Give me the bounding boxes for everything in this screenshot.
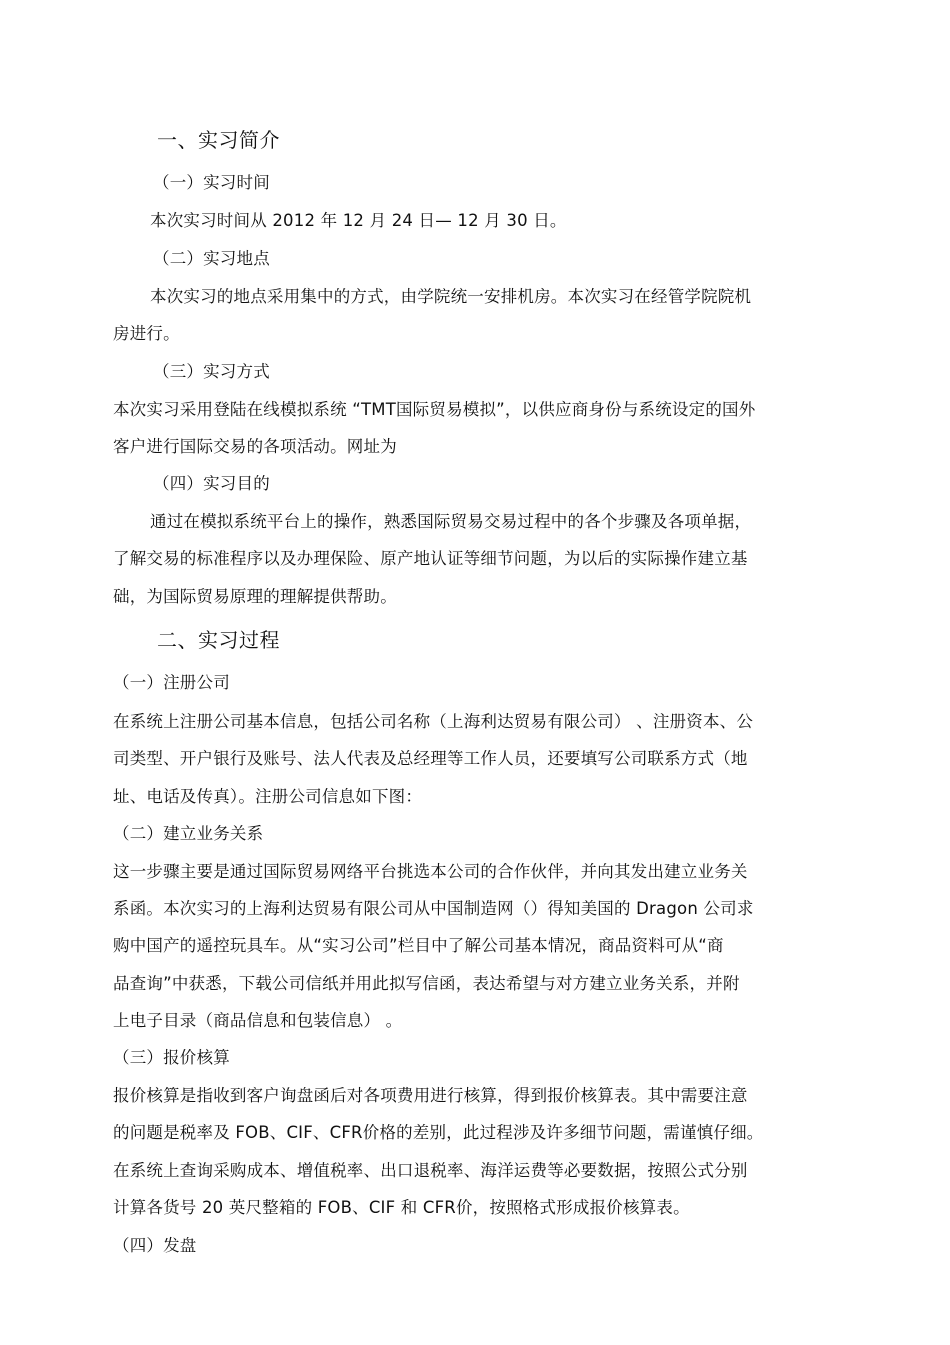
paragraph-line: 购中国产的遥控玩具车。从“实习公司”栏目中了解公司基本情况，商品资料可从“商 [113, 936, 724, 955]
paragraph-line: 本次实习的地点采用集中的方式，由学院统一安排机房。本次实习在经管学院院机 [150, 287, 752, 306]
paragraph-line: 司类型、开户银行及账号、法人代表及总经理等工作人员，还要填写公司联系方式（地 [113, 749, 748, 768]
paragraph-line: 通过在模拟系统平台上的操作，熟悉国际贸易交易过程中的各个步骤及各项单据， [150, 512, 752, 531]
paragraph-line: 在系统上注册公司基本信息，包括公司名称（上海利达贸易有限公司） 、注册资本、公 [113, 712, 754, 731]
paragraph-line: 在系统上查询采购成本、增值税率、出口退税率、海洋运费等必要数据，按照公式分别 [113, 1161, 748, 1180]
section-heading-intro: 一、实习简介 [157, 128, 280, 152]
subheading-register: （一）注册公司 [113, 673, 230, 692]
subheading-time: （一）实习时间 [153, 173, 270, 192]
paragraph-line: 了解交易的标准程序以及办理保险、原产地认证等细节问题，为以后的实际操作建立基 [113, 549, 748, 568]
section-heading-process: 二、实习过程 [157, 628, 280, 652]
paragraph-line: 的问题是税率及 FOB、CIF、CFR价格的差别，此过程涉及许多细节问题，需谨慎仔细。 [113, 1123, 764, 1142]
paragraph-line: 计算各货号 20 英尺整箱的 FOB、CIF 和 CFR价，按照格式形成报价核算表。 [113, 1198, 690, 1217]
paragraph-line: 本次实习时间从 2012 年 12 月 24 日— 12 月 30 日。 [150, 211, 567, 230]
paragraph-line: 系函。本次实习的上海利达贸易有限公司从中国制造网（）得知美国的 Dragon 公司求 [113, 899, 754, 918]
subheading-relations: （二）建立业务关系 [113, 824, 264, 843]
subheading-quotation: （三）报价核算 [113, 1048, 230, 1067]
paragraph-line: 本次实习采用登陆在线模拟系统 “TMT国际贸易模拟”，以供应商身份与系统设定的国外 [113, 400, 756, 419]
paragraph-line: 客户进行国际交易的各项活动。网址为 [113, 437, 397, 456]
paragraph-line: 址、电话及传真）。注册公司信息如下图： [113, 787, 423, 806]
paragraph-line: 报价核算是指收到客户询盘函后对各项费用进行核算，得到报价核算表。其中需要注意 [113, 1086, 748, 1105]
paragraph-line: 房进行。 [113, 324, 180, 343]
subheading-offer: （四）发盘 [113, 1236, 197, 1255]
subheading-purpose: （四）实习目的 [153, 474, 270, 493]
subheading-method: （三）实习方式 [153, 362, 270, 381]
paragraph-line: 品查询”中获悉，下载公司信纸并用此拟写信函，表达希望与对方建立业务关系，并附 [113, 974, 740, 993]
subheading-location: （二）实习地点 [153, 249, 270, 268]
paragraph-line: 上电子目录（商品信息和包装信息） 。 [113, 1011, 403, 1030]
paragraph-line: 这一步骤主要是通过国际贸易网络平台挑选本公司的合作伙伴，并向其发出建立业务关 [113, 862, 748, 881]
paragraph-line: 础，为国际贸易原理的理解提供帮助。 [113, 587, 397, 606]
